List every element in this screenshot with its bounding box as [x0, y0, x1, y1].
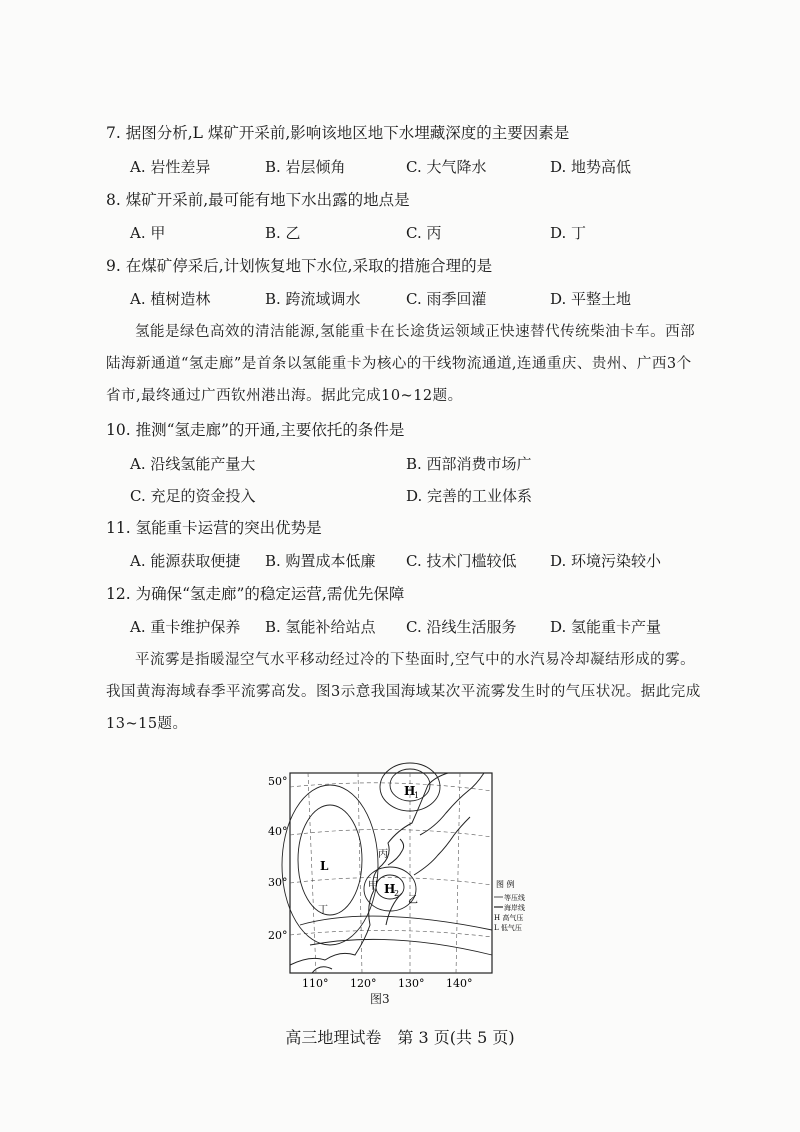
q11-option-a[interactable]: A. 能源获取便捷	[130, 552, 241, 570]
q11-option-b[interactable]: B. 购置成本低廉	[265, 552, 376, 570]
question-8-stem: 8. 煤矿开采前,最可能有地下水出露的地点是	[106, 191, 410, 209]
question-11-stem: 11. 氢能重卡运营的突出优势是	[106, 519, 322, 537]
q9-option-c[interactable]: C. 雨季回灌	[406, 290, 487, 308]
legend-coast: 海岸线	[504, 904, 525, 912]
lon-label-110: 110°	[302, 977, 329, 990]
question-12-stem: 12. 为确保“氢走廊”的稳定运营,需优先保障	[106, 585, 405, 603]
passage-advection-fog: 平流雾是指暖湿空气水平移动经过冷的下垫面时,空气中的水汽易冷却凝结形成的雾。我国黄海海域春季平流雾高发。图3示意我国海域某次平流雾发生时的气压状况。据此完成13~15题。	[106, 652, 701, 732]
low-pressure-label: L	[320, 859, 329, 873]
legend-isobar: 等压线	[504, 894, 525, 902]
q8-option-a[interactable]: A. 甲	[130, 224, 166, 242]
lon-label-120: 120°	[350, 977, 377, 990]
q10-option-a[interactable]: A. 沿线氢能产量大	[130, 455, 256, 473]
lon-label-140: 140°	[446, 977, 473, 990]
q10-option-d[interactable]: D. 完善的工业体系	[406, 487, 533, 505]
q9-option-a[interactable]: A. 植树造林	[130, 290, 211, 308]
legend-title: 图 例	[496, 880, 515, 889]
legend-low: L 低气压	[494, 924, 522, 932]
q12-option-d[interactable]: D. 氢能重卡产量	[550, 618, 662, 636]
q7-option-b[interactable]: B. 岩层倾角	[265, 158, 346, 176]
q8-option-b[interactable]: B. 乙	[265, 224, 301, 242]
q12-option-a[interactable]: A. 重卡维护保养	[130, 618, 241, 636]
lat-label-30: 30°	[268, 876, 288, 889]
q8-option-c[interactable]: C. 丙	[406, 224, 442, 242]
q9-option-b[interactable]: B. 跨流域调水	[265, 290, 361, 308]
point-bing: 丙	[378, 849, 388, 860]
q10-option-c[interactable]: C. 充足的资金投入	[130, 487, 256, 505]
high-pressure-h1-subscript: 1	[414, 791, 420, 800]
high-pressure-h2-label: H	[384, 882, 396, 896]
lat-label-50: 50°	[268, 775, 288, 788]
pressure-map	[268, 755, 525, 990]
q8-option-d[interactable]: D. 丁	[550, 224, 587, 242]
q7-option-a[interactable]: A. 岩性差异	[130, 158, 211, 176]
lat-label-20: 20°	[268, 929, 288, 942]
lon-label-130: 130°	[398, 977, 425, 990]
map-legend	[494, 879, 525, 932]
q7-option-c[interactable]: C. 大气降水	[406, 158, 487, 176]
page-footer: 高三地理试卷 第 3 页(共 5 页)	[285, 1028, 515, 1047]
point-ding: 丁	[318, 905, 328, 916]
lat-label-40: 40°	[268, 825, 288, 838]
q12-option-c[interactable]: C. 沿线生活服务	[406, 618, 517, 636]
q10-option-b[interactable]: B. 西部消费市场广	[406, 455, 532, 473]
question-9-stem: 9. 在煤矿停采后,计划恢复地下水位,采取的措施合理的是	[106, 257, 493, 275]
legend-high: H 高气压	[494, 914, 524, 922]
q11-option-d[interactable]: D. 环境污染较小	[550, 552, 662, 570]
q12-option-b[interactable]: B. 氢能补给站点	[265, 618, 376, 636]
high-pressure-h2-subscript: 2	[394, 889, 400, 898]
point-jia: 甲	[368, 881, 378, 892]
point-yi: 乙	[408, 895, 418, 906]
question-7-stem: 7. 据图分析,L 煤矿开采前,影响该地区地下水埋藏深度的主要因素是	[106, 124, 570, 142]
figure-caption: 图3	[370, 992, 390, 1006]
passage-hydrogen: 氢能是绿色高效的清洁能源,氢能重卡在长途货运领域正快速替代传统柴油卡车。西部陆海新通道“氢走廊”是首条以氢能重卡为核心的干线物流通道,连通重庆、贵州、广西3个省市,最终通过广西钦州港出海。据此完成10~12题。	[106, 324, 696, 404]
q11-option-c[interactable]: C. 技术门槛较低	[406, 552, 517, 570]
q9-option-d[interactable]: D. 平整土地	[550, 290, 632, 308]
high-pressure-h1-label: H	[404, 784, 416, 798]
q7-option-d[interactable]: D. 地势高低	[550, 158, 632, 176]
question-10-stem: 10. 推测“氢走廊”的开通,主要依托的条件是	[106, 421, 405, 439]
